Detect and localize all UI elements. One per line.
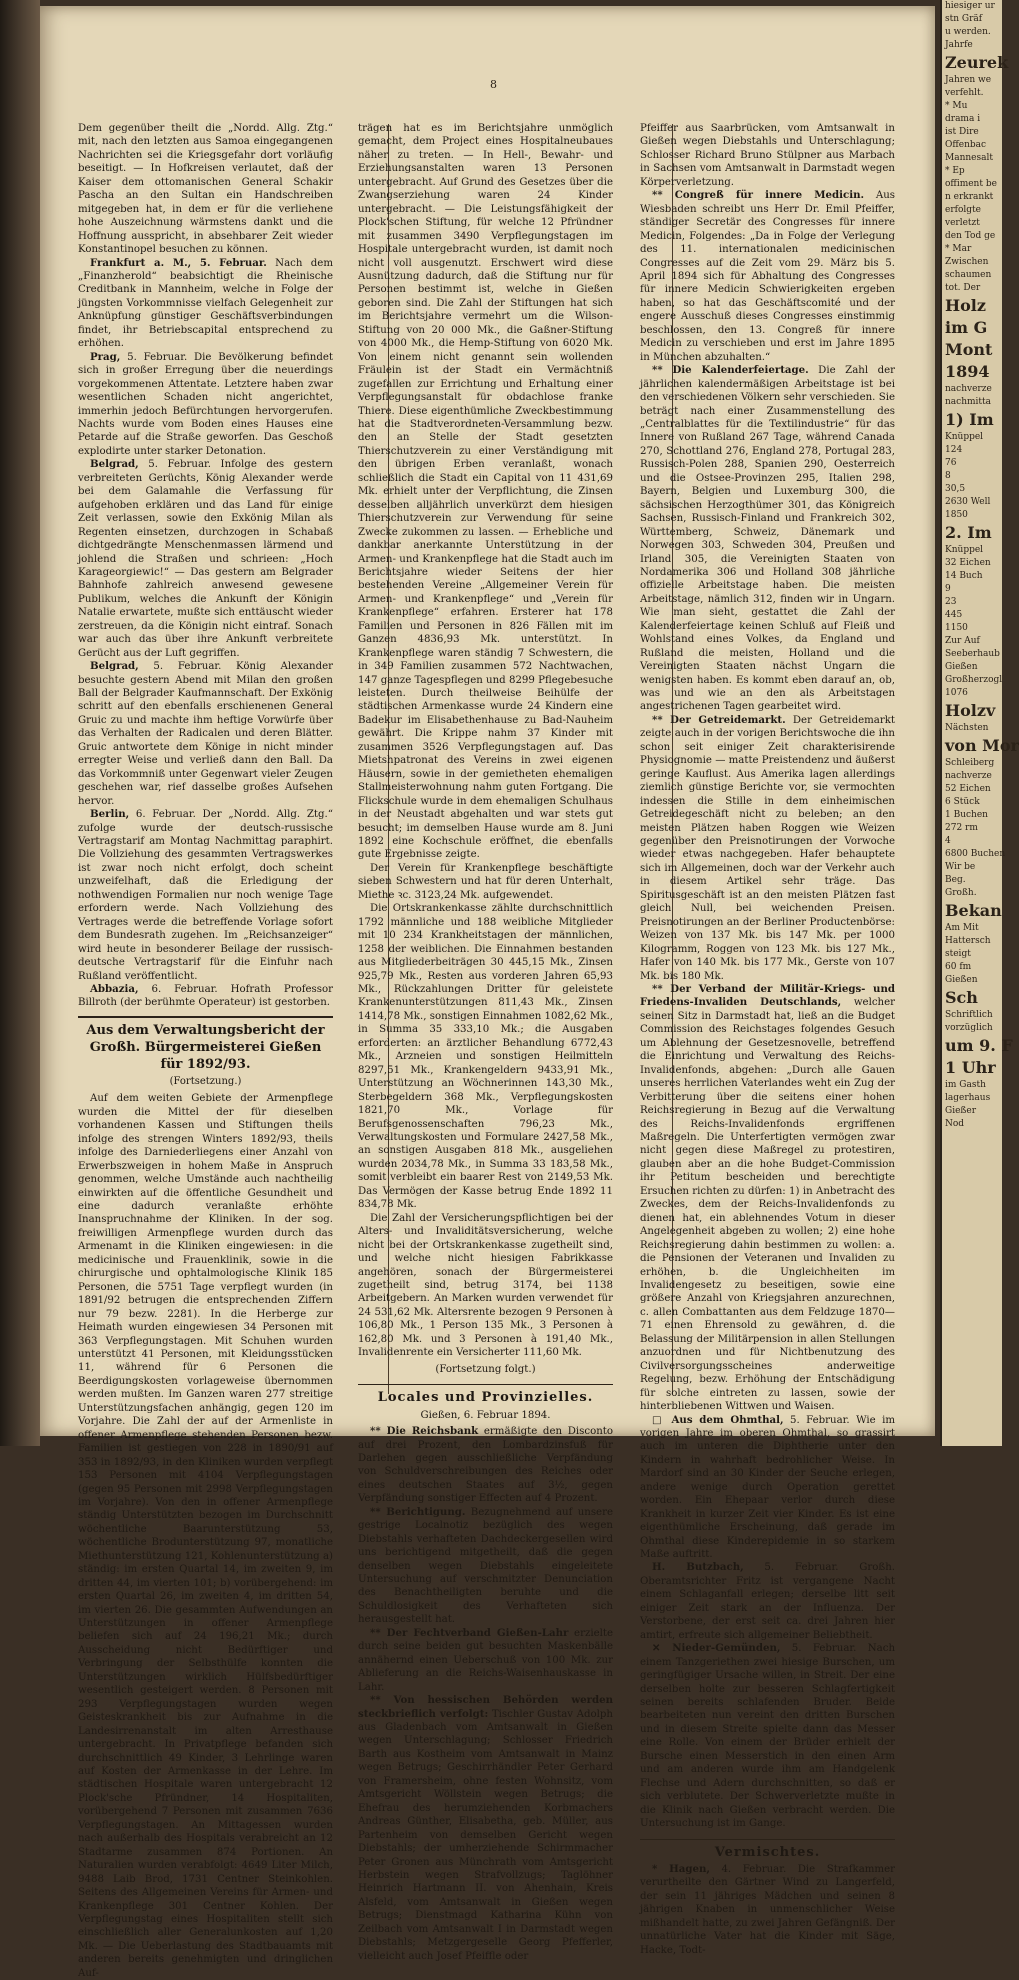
article-text: Aus Wiesbaden schreibt uns Herr Dr. Emil Pfeiffer, ständiger Secretär des Congresses für innere Medicin, Folgendes: „Da in Folge der Verlegung des 11. internationalen medicinischen Congresses auf die Zeit vom 29. März bis 5. April 1894 sich für Abhaltung des Congresses für innere Medicin Schwierigkeiten ergeben haben, so hat das Geschäftscomité und der engere Ausschuß dieses Congresses einstimmig beschlossen, den 13. Congreß für innere Medicin zu verschieben und erst im Jahre 1895 in München abzuhalten.“ — [640, 190, 895, 363]
adjacent-page-fragment: tot. Der — [945, 283, 981, 293]
article-paragraph — [358, 862, 613, 902]
article-paragraph — [640, 1414, 895, 1562]
adjacent-page-fragment: 445 — [945, 610, 963, 620]
adjacent-page-fragment: Nächsten — [945, 723, 989, 733]
adjacent-page-fragment: 30,5 — [945, 484, 966, 494]
adjacent-page-fragment: Am Mit — [945, 923, 979, 933]
adjacent-page-fragment: 23 — [945, 597, 957, 607]
article-text: Nach dem „Finanzherold“ beabsichtigt die Rheinische Creditbank in Mannheim, welche in Folge der jüngsten Vorkommnisse vielfach Gelegenheit zur Anknüpfung günstiger Geschäftsverbindungen findet, ihr Betriebscapital entsprechend zu erhöhen. — [78, 257, 333, 350]
article-text: ermäßigte den Disconto auf drei Prozent, den Lombardzinsfuß für Darlehen gegen ausschließliche Verpfändung von Schuldverschreibungen des Reiches oder eines deutschen Staates auf 3½, gegen Verpfändung sonstiger Effecten auf 4 Prozent. — [358, 1426, 614, 1505]
adjacent-page-fragment: 76 — [945, 458, 957, 468]
adjacent-page-fragment: Nod — [945, 1119, 965, 1129]
adjacent-page-fragment: Holzv — [945, 701, 996, 720]
adjacent-page-fragment: von Mor — [945, 736, 1019, 755]
article-text: Bezugnehmend auf unsere gestrige Localnotiz bezüglich des wegen Diebstahls verhafteten Dachdeckergesellen wird uns berichtigend mitgetheilt, daß die gegen denselben wegen Diebstahls eingeleitete Untersuchung auf verschmitzter Denunciation des Benachtheiligten beruhte und die Schuldlosigkeit des Verhafteten sich herausgestellt hat. — [358, 1506, 613, 1626]
article-text: 5. Februar. Wie im vorigen Jahre im oberen Ohmthal, so grassirt auch im unteren die Diphtherie unter den Kindern in wahrhaft bedrohlicher Weise. In Mardorf sind an 30 Kinder der Seuche erlegen, andere wenige durch Operation gerettet worden. Ein Ehepaar verlor durch diese Krankheit in kurzer Zeit vier Kinder. Es ist eine eigenthümliche Erscheinung, daß gerade im Ohmthal diese Kinderepidemie in so starkem Maße auftritt. — [640, 1414, 895, 1561]
adjacent-page-fragment: Zeurek — [945, 53, 1009, 72]
article-paragraph — [78, 983, 333, 1010]
adjacent-page-fragment: Mont — [945, 340, 993, 359]
article-lead: Frankfurt a. M., 5. Februar. — [90, 256, 267, 269]
article-text: 5. Februar. Infolge des gestern verbreiteten Gerüchts, König Alexander werde bei dem Galamahle die Verfassung für aufgehoben erklären und das Land für einige Zeit verlassen, sowie den Exkönig Milan als Regenten einsetzen, durchzogen in Schabaß dichtgedrängte Menschenmassen lärmend und johlend die Straßen und schrieen: „Hoch Karageorgiewic!“ — Das gestern am Belgrader Bahnhofe zahlreich anwesend gewesene Publikum, welches die Ankunft der Königin Natalie erwartete, mußte sich enttäuscht wieder zerstreuen, da die Königin nicht eintraf. Sonach war auch das über ihre Ankunft verbreitete Gerücht aus der Luft gegriffen. — [78, 459, 333, 659]
adjacent-page-fragment: 1850 — [945, 510, 968, 520]
article-text: Auf dem weiten Gebiete der Armenpflege wurden die Mittel der für dieselben vorhandenen Kassen und Stiftungen theils infolge des strengen Winters 1892/93, theils infolge des Darniederliegens einer Anzahl von Erwerbszweigen in hohem Maße in Anspruch genommen, welche Umstände auch nachtheilig einwirkten auf die öffentliche Gesundheit und eine dadurch veranlaßte erhöhte Inanspruchnahme der Kliniken. In der sog. freiwilligen Armenpflege wurden durch das Armenamt in die Kliniken eingewiesen: in die medicinische und Frauenklinik, sowie in die chirurgische und ophtalmologische Klinik 185 Personen, die 5751 Tage verpflegt wurden (in 1891/92 betrugen die entsprechenden Ziffern nur 79 bezw. 2281). In die Herberge zur Heimath wurden eingewiesen 34 Personen mit 363 Verpflegungstagen. Mit Schuhen wurden unterstützt 41 Personen, mit Kleidungsstücken 11, während für 6 Personen die Beerdigungskosten vorlageweise übernommen werden mußten. Im Ganzen waren 277 streitige Unterstützungsfachen anhängig, gegen 120 im Vorjahre. Die Zahl der auf der Armenliste in offener Armenpflege stehenden Personen bezw. Familien ist gestiegen von 228 in 1890/91 auf 353 in 1892/93, in den Kliniken wurden verpflegt 153 Personen mit 4104 Verpflegungstagen (gegen 95 Personen mit 2998 Verpflegungstagen im Vorjahre). Von den in offener Armenpflege ständig Unterstützten bezogen im Durchschnitt wöchentliche Baarunterstützung 53, wöchentliche Brodunterstützung 97, monatliche Miethunterstützung 121, Kohlenunterstützung a) ständig: im ersten Quartal 14, im zweiten 9, im dritten 44, im vierten 101; b) vorübergehend: im ersten Quartal 26, im zweiten 4, im dritten 54, im vierten 26. Die gesammten Aufwendungen an Unterstützungen in offener Armenpflege beliefen sich auf 24 196,21 Mk.; durch Ausscheidung nicht Bedürftiger und Verbringung der Selbsthülfe konnten die Unterstützungen wirklich Hülfsbedürftiger wesentlich gesteigert werden. 8 Personen mit 293 Verpflegungstagen wurden wegen Geisteskrankheit bis zur Aufnahme in die Landesirrenanstalt im alten Arresthause untergebracht. In Privatpflege befanden sich durchschnittlich 49 Kinder, 3 Lehrlinge waren auf Kosten der Armenkasse in der Lehre. Im städtischen Hospitale waren untergebracht 12 Plock'sche Pfründner, 14 Hospitaliten, vorübergehend 7 Personen mit zusammen 7636 Verpflegungstagen. An Mittagessen wurden nach außerhalb des Hospitals verabreicht an 12 Stadtarme zusammen 874 Portionen. An Naturalien wurden verabfolgt: 4649 Liter Milch, 9488 Laib Brod, 1731 Centner Steinkohlen. Seitens des Allgemeinen Vereins für Armen- und Krankenpflege 301 Centner Kohlen. Der Verpflegungstag eines Hospitaliten stellt sich einschließlich aller Generalunkosten auf 1,20 Mk. — Die Ueberlastung des Stadtbauamts mit anderen bereits genehmigten und dringlichen Auf- — [78, 1093, 334, 1979]
article-paragraph — [78, 808, 333, 983]
miscellany-heading: Vermischtes. — [640, 1839, 895, 1859]
article-lead: Prag, — [90, 350, 121, 363]
adjacent-page-fragment: 6 Stück — [945, 797, 980, 807]
adjacent-page-fragment: u werden. — [945, 27, 991, 37]
article-text: 6. Februar. Der „Nordd. Allg. Ztg.“ zufolge wurde der deutsch-russische Vertragstarif am Montag Nachmittag paraphirt. Die Vollziehung des gesammten Vertragswerkes ist zwar noch nicht erfolgt, doch scheint unzweifelhaft, daß die Erledigung der nothwendigen Formalien nur noch wenige Tage erfordern werde. Nach Vollziehung des Vertrages werde die betreffende Vorlage sofort dem Bundesrath zugehen. Im „Reichsanzeiger“ wird heute in besonderer Beilage der russisch-deutsche Vertragstarif für die Einfuhr nach Rußland veröffentlicht. — [78, 809, 333, 982]
article-paragraph — [78, 257, 333, 351]
adjacent-page-fragment: Knüppel — [945, 432, 984, 442]
adjacent-page-fragment: 1150 — [945, 623, 968, 633]
adjacent-page-fragment: n erkrankt — [945, 192, 994, 202]
article-text: Die Zahl der jährlichen kalendermäßigen Arbeitstage ist bei den verschiedenen Völkern sehr verschieden. Sie beträgt nach einer Zusammenstellung des „Centralblattes für die Textilindustrie“ für das Innere von Rußland 267 Tage, während Canada 270, Schottland 276, England 278, Portugal 283, Russisch-Polen 288, Spanien 290, Oesterreich und die Ostsee-Provinzen 295, Italien 298, Bayern, Belgien und Luxemburg 300, die sächsischen Herzogthümer 301, das Königreich Sachsen, Russisch-Finland und Frankreich 302, Württemberg, Schweiz, Dänemark und Norwegen 303, Schweden 304, Preußen und Irland 305, die Vereinigten Staaten von Nordamerika 306 und Holland 308 jährliche offizielle Arbeitstage haben. Die meisten Arbeitstage, nämlich 312, finden wir in Ungarn. Wie man sieht, gestattet die Zahl der Kalenderfeiertage keinen Schluß auf Fleiß und Wohlstand eines Volkes, da England und Rußland die meisten, Holland und die Vereinigten Staaten nächst Ungarn die wenigsten haben. Es kommt eben darauf an, ob, was und wie an den als Arbeitstagen angestrichenen Tagen gearbeitet wird. — [640, 365, 895, 713]
adjacent-page-fragment: 124 — [945, 445, 963, 455]
adjacent-page-fragment: nachmitta — [945, 397, 992, 407]
adjacent-page-fragment: Großherzogl — [945, 675, 1003, 685]
adjacent-page-fragment: Knüppel — [945, 545, 984, 555]
article-lead: ** Der Getreidemarkt. — [652, 713, 786, 726]
adjacent-page-fragment: Schleiberg — [945, 758, 995, 768]
article-paragraph — [358, 1212, 613, 1360]
adjacent-page-fragment: 32 Eichen — [945, 558, 991, 568]
adjacent-page-fragment: verletzt — [945, 218, 980, 228]
article-lead: ✕ Nieder-Gemünden, — [652, 1642, 781, 1655]
article-paragraph — [640, 983, 895, 1414]
article-lead: ** Congreß für innere Medicin. — [652, 189, 865, 202]
article-text: Dem gegenüber theilt die „Nordd. Allg. Ztg.“ mit, nach den letzten aus Samoa eingegangenen Nachrichten sei die Kriegsgefahr dort vorläufig beseitigt. — In Hofkreisen verlautet, daß der Kaiser dem ottomanischen General Schakir Pascha an den Sultan ein Handschreiben mitgegeben hat, in dem er für die verliehene hohe Auszeichnung wärmstens dankt und die Hoffnung ausspricht, in absehbarer Zeit wieder Konstantinopel besuchen zu können. — [78, 123, 333, 256]
adjacent-page-fragment: 2630 Well — [945, 497, 991, 507]
adjacent-page-fragment: stn Gräf — [945, 14, 983, 24]
adjacent-page-fragment: Zwischen — [945, 257, 989, 267]
article-paragraph — [640, 1642, 895, 1830]
adjacent-page-fragment: 272 rm — [945, 823, 978, 833]
adjacent-page-fragment: Zur Auf — [945, 636, 980, 646]
article-text: 5. Februar. Großh. Oberamtsrichter Fritz ist vergangene Nacht einem Schlaganfall erlegen; derselbe litt seit einiger Zeit stark an der Influenza. Der Verstorbene, der erst seit ca. drei Jahren hier amtirt, erfreute sich allgemeiner Beliebtheit. — [640, 1562, 896, 1641]
article-lead: ** Die Reichsbank — [370, 1425, 479, 1438]
adjacent-page-fragment: 52 Eichen — [945, 784, 991, 794]
article-paragraph — [640, 122, 895, 189]
adjacent-page-fragment: Holz — [945, 296, 986, 315]
adjacent-page-fragment: Hattersch — [945, 936, 991, 946]
adjacent-page-fragment: lagerhaus — [945, 1093, 991, 1103]
article-text: Tischler Gustav Adolph aus Gladenbach vom Amtsanwalt in Gießen wegen Unterschlagung; Schlosser Friedrich Barth aus Kostheim vom Amtsanwalt in Mainz wegen Betrugs; Geschirrhändler Peter Gerhard von Framersheim, ohne festen Wohnsitz, vom Amtsgericht Wöllstein wegen Betrugs; die Ehefrau des herumziehenden Korbmachers Andreas Günther, Elisabetha, geb. Müller, aus Partenheim von demselben Gericht wegen Diebstahls; der umherziehende Schirmmacher Peter Gronen aus Münchrath vom Amtsgericht Herbstein wegen Strafvollzugs; Taglöhner Heinrich Hartmann II. von Ahenhain, Kreis Alsfeld, vom Amtsanwalt in Gießen wegen Betrugs; Dienstmagd Katharina Kühn von Zeilbach vom Amtsanwalt I in Darmstadt wegen Diebstahls; Metzgergeselle Georg Pfefferler, vielleicht auch Josef Pfeiffle oder — [358, 1708, 613, 1962]
adjacent-page-fragment: offiment be — [945, 179, 997, 189]
adjacent-page-fragment: 6800 Buchen — [945, 849, 1006, 859]
adjacent-page-fragment: * Mar — [945, 244, 972, 254]
article-paragraph — [640, 364, 895, 714]
article-text: 4. Februar. Die Strafkammer verurtheilte den Gärtner Wind zu Langerfeld, der sein 11 jähriges Mädchen und seinen 8 jährigen Knaben in unmenschlicher Weise mißhandelt hatte, zu zwei Jahren Gefängniß. Der unnatürliche Vater hat die Kinder mit Säge, Hacke, Todt- — [640, 1864, 895, 1956]
adjacent-page-fragment: 1894 — [945, 362, 990, 381]
adjacent-page-fragment: im Gasth — [945, 1080, 986, 1090]
article-text: Pfeiffer aus Saarbrücken, vom Amtsanwalt in Gießen wegen Diebstahls und Unterschlagung; Schlosser Richard Bruno Stülpner aus Marbach in Sachsen vom Amtsanwalt in Darmstadt wegen Körperverletzung. — [640, 123, 895, 188]
adjacent-page-fragment: 1) Im — [945, 410, 994, 429]
adjacent-page-fragment: erfolgte — [945, 205, 981, 215]
adjacent-page-fragment: 1 Uhr — [945, 1058, 996, 1077]
adjacent-page-fragment: 60 fm — [945, 962, 972, 972]
adjacent-page-fragment: 9 — [945, 584, 951, 594]
adjacent-page-fragment: Beg. — [945, 875, 966, 885]
centered-line: Gießen, 6. Februar 1894. — [420, 1409, 551, 1421]
article-paragraph — [78, 351, 333, 459]
adjacent-page-fragment: hiesiger ur — [945, 1, 995, 11]
article-text: Die Zahl der Versicherungspflichtigen bei der Alters- und Invaliditätsversicherung, welche nicht bei der Ortskrankenkasse zugetheilt sind, und welche nicht hiesigen Fabrikkasse angehören, sonach der Bürgermeisterei zugetheilt sind, betrug 3174, bei 1138 Arbeitgebern. An Marken wurden verwendet für 24 531,62 Mk. Altersrente bezogen 9 Personen à 106,80 Mk., 1 Person 135 Mk., 3 Personen à 162,80 Mk. und 3 Personen à 191,40 Mk., Invalidenrente ein Versicherter 111,60 Mk. — [358, 1212, 613, 1359]
article-paragraph — [358, 1694, 613, 1963]
page-number: 8 — [490, 78, 497, 91]
adjacent-page-fragment: 1 Buchen — [945, 810, 988, 820]
article-text: Die Ortskrankenkasse zählte durchschnittlich 1792 männliche und 188 weibliche Mitglieder mit 10 234 Krankheitstagen der männlichen, 1258 der weiblichen. Die Einnahmen bestanden aus Mitgliederbeiträgen 30 445,15 Mk., Zinsen 925,79 Mk., Resten aus vorderen Jahren 65,93 Mk., Rückzahlungen Dritter für geleistete Krankenunterstützungen 811,43 Mk., Zinsen 1414,78 Mk., sonstigen Einnahmen 1082,62 Mk., in Summa 35 333,10 Mk.; die Ausgaben erforderten: an ärztlicher Behandlung 6772,43 Mk., Arzneien und sonstigen Heilmitteln 8297,51 Mk., Krankengeldern 9433,91 Mk., Unterstützung an Wöchnerinnen 143,30 Mk., Sterbegeldern 368 Mk., Verpflegungskosten 1821,70 Mk., Vorlage für Berufsgenossenschaften 796,23 Mk., Verwaltungskosten und Formulare 2427,58 Mk., an sonstigen Ausgaben 818 Mk., ausgeliehen wurden 2034,78 Mk., in Summa 33 183,58 Mk., somit verbleibt ein baarer Rest von 2149,53 Mk. Das Vermögen der Kasse betrug Ende 1892 11 834,78 Mk. — [358, 903, 613, 1211]
adjacent-page-fragment: verfehlt. — [945, 88, 984, 98]
adjacent-page-fragment: drama i — [945, 114, 981, 124]
article-paragraph — [358, 1627, 613, 1694]
locales-heading: Locales und Provinzielles. — [358, 1384, 613, 1404]
adjacent-page-fragment: Gießen — [945, 975, 978, 985]
adjacent-page-fragment: Jahren we — [945, 75, 992, 85]
adjacent-page-fragment: den Tod ge — [945, 231, 996, 241]
article-text: 5. Februar. Die Bevölkerung befindet sich in großer Erregung über die neuerdings vorgekommenen Attentate. Letztere haben zwar wesentlichen Schaden nicht angerichtet, immerhin jedoch Befürchtungen hervorgerufen. Nachts wurde vom Boden eines Hauses eine Petarde auf die Straße geworfen. Das Geschoß explodirte unter starker Detonation. — [78, 351, 333, 457]
article-lead: * Hagen, — [652, 1863, 710, 1875]
adjacent-page-fragment: * Ep — [945, 166, 965, 176]
adjacent-page-fragment: Großh. — [945, 888, 977, 898]
article-text: 6. Februar. Hofrath Professor Billroth (der berühmte Operateur) ist gestorben. — [78, 984, 333, 1009]
section-subtitle: (Fortsetzung.) — [169, 1075, 242, 1087]
article-lead: ** Der Verband der Militär-Kriegs- und Friedens-Invaliden Deutschlands, — [640, 983, 895, 1009]
adjacent-page-fragment: 14 Buch — [945, 571, 983, 581]
article-text: welcher seinen Sitz in Darmstadt hat, ließ an die Budget Commission des Reichstages folgendes Gesuch um Ablehnung der Gesetzesnovelle, betreffend die Einrichtung und Verwaltung des Reichs-Invalidenfonds, abgehen: „Durch alle Gauen unseres herrlichen Vaterlandes weht ein Zug der Verbitterung über die seitens einer hohen Reichsregierung in Bezug auf die Verwaltung des Reichs-Invalidenfonds ergriffenen Maßregeln. Die Unterfertigten vermögen zwar nicht gegen diese Maßregel zu protestiren, glauben aber an die hohe Budget-Commission ihr Petitum bescheiden und berechtigte Ersuchen richten zu dürfen: 1) in Anbetracht des Zweckes, dem der Reichs-Invalidenfonds zu dienen hat, ein ablehnendes Votum in dieser Angelegenheit abgeben zu wollen; 2) eine hohe Reichsregierung dahin bestimmen zu wollen: a. die Pensionen der Veteranen und Invaliden zu erhöhen, b. die Ungleichheiten im Invalidengesetz zu beseitigen, sowie eine größere Anzahl von Kriegsjahren anzurechnen, c. allen Combattanten aus dem Feldzuge 1870—71 einen Ehrensold zu gewähren, d. die Belassung der Militärpension in allen Stellungen anzuordnen und für Nichtbenutzung des Civilversorgungsscheines anderweitige Regelung, bezw. Erhöhung der Entschädigung für solche eintreten zu lassen, sowie der hinterbliebenen Wittwen und Waisen. — [640, 997, 895, 1413]
adjacent-page-fragment: Seeberhaub — [945, 649, 1000, 659]
article-lead: H. Butzbach, — [652, 1561, 744, 1574]
article-lead: ** Die Kalenderfeiertage. — [652, 364, 809, 377]
article-paragraph — [358, 122, 613, 862]
adjacent-page-fragment: Gießer — [945, 1106, 977, 1116]
adjacent-page-fragment: steigt — [945, 949, 971, 959]
article-paragraph — [640, 1863, 895, 1957]
article-text: Der Getreidemarkt zeigte auch in der vorigen Berichtswoche die ihn schon seit einiger Zeit charakterisirende Physiognomie — matte Preistendenz und äußerst geringe Kauflust. Aus Amerika lagen allerdings ziemlich günstige Berichte vor, sie vermochten indessen die Stille in dem einheimischen Getreidegeschäft nicht zu beleben; an den meisten Plätzen haben Roggen wie Weizen gegenüber den Preisnotirungen der Vorwoche wieder etwas nachgegeben. Hafer behauptete sich im Allgemeinen, doch war der Verkehr auch in diesem Artikel sehr träge. Das Spiritusgeschäft ist an den meisten Plätzen fast gleich Null, bei weichenden Preisen. Preisnotirungen an der Berliner Productenbörse: Weizen von 137 Mk. bis 147 Mk. per 1000 Kilogramm, Roggen von 123 Mk. bis 127 Mk., Hafer von 140 Mk. bis 177 Mk., Gerste von 107 Mk. bis 180 Mk. — [640, 714, 895, 982]
article-paragraph — [358, 902, 613, 1211]
adjacent-page-fragment: Gießen — [945, 662, 978, 672]
adjacent-page-fragment: 1076 — [945, 688, 968, 698]
adjacent-page-fragment: Jahrfe — [945, 40, 973, 50]
book-spine — [0, 0, 40, 1446]
adjacent-page-fragment: Schriftlich — [945, 1010, 993, 1020]
article-text: trägen hat es im Berichtsjahre unmöglich gemacht, dem Project eines Hospitalneubaues näher zu treten. — In Hell-, Bewahr- und Erziehungsanstalten waren 13 Personen untergebracht. Auf Grund des Gesetzes über die Zwangserziehung waren 24 Kinder untergebracht. — Die Leistungsfähigkeit der Plock'schen Stiftung, für welche 12 Pfründner mit zusammen 3490 Verpflegungstagen im Hospitale untergebracht wurden, ist damit noch nicht voll ausgenutzt. Erschwert wird diese Ausnützung dadurch, daß die Stiftung nur für Personen bestimmt ist, welche in Gießen geboren sind. Die Zahl der Stiftungen hat sich im Berichtsjahre vermehrt um die Wilson-Stiftung von 20 000 Mk., die Gaßner-Stiftung von 4000 Mk., die Hemp-Stiftung von 6020 Mk. Von einem nicht genannt sein wollenden Fräulein ist der Stadt ein Vermächtniß zugefallen zur Errichtung und Erhaltung einer Verpflegungsanstalt für obdachlose franke Thiere. Diese eigenthümliche Zweckbestimmung hat die Stadtverordneten-Versammlung bezw. den an Stelle der Stadt gesetzten Thierschutzverein zu einer Verständigung mit den übrigen Erben veranlaßt, wonach schließlich die Stadt ein Capital von 11 431,69 Mk. erhielt unter der Verpflichtung, die Zinsen desselben alljährlich unverkürzt dem hiesigen Thierschutzverein zur Verwendung für seine Zwecke zukommen zu lassen. — Erhebliche und dankbar anerkannte Unterstützung in der Armen- und Krankenpflege hat die Stadt auch im Berichtsjahre wieder Seitens der hier bestehenden Vereine „Allgemeiner Verein für Armen- und Krankenpflege“ und „Verein für Krankenpflege“ erfahren. Ersterer hat 178 Familien und Personen in 826 Fällen mit im Ganzen 4836,93 Mk. unterstützt. In Krankenpflege waren ständig 7 Schwestern, die in 349 Familien zusammen 572 Nachtwachen, 147 ganze Tagespflegen und 8299 Pflegebesuche leisteten. Durch theilweise Beihülfe der städtischen Armenkasse wurde 24 Kindern eine Badekur im Elisabethenhause zu Bad-Nauheim gewährt. Die Krippe nahm 37 Kinder mit zusammen 3526 Verpflegungstagen auf. Das Mietshpatronat des Vereins in zwei eigenen Häusern, sowie in der gemietheten ehemaligen Stallmeisterwohnung nahm guten Fortgang. Die Flickschule wurde in dem ehemaligen Schulhaus in der Neustadt abgehalten und war stets gut besucht; im demselben Hause wurde am 8. Juni 1892 eine Kochschule eröffnet, die ebenfalls gute Ergebnisse zeigte. — [358, 123, 613, 861]
article-paragraph — [640, 714, 895, 983]
article-paragraph — [78, 122, 333, 257]
article-lead: Belgrad, — [90, 660, 139, 673]
adjacent-page-fragment: Sch — [945, 988, 978, 1007]
article-paragraph — [358, 1425, 613, 1506]
adjacent-page-fragment: Bekan — [945, 901, 1002, 920]
article-text: erzielte durch seine beiden gut besuchten Maskenbälle annähernd einen Ueberschuß von 100 Mk. zur Ablieferung an die Reichs-Waisenhauskasse in Lahr. — [358, 1627, 613, 1693]
adjacent-page-strip — [940, 0, 1019, 1446]
adjacent-page-fragment: nachverze — [945, 384, 992, 394]
adjacent-page-fragment: um 9. F — [945, 1036, 1013, 1055]
adjacent-page-fragment: vorzüglich — [945, 1023, 993, 1033]
article-paragraph — [358, 1506, 613, 1627]
centered-line: (Fortsetzung folgt.) — [435, 1363, 536, 1375]
adjacent-page-fragment: Wir be — [945, 862, 976, 872]
adjacent-page-fragment: * Mu — [945, 101, 968, 111]
adjacent-page-fragment: ist Dire — [945, 127, 979, 137]
adjacent-page-fragment: 2. Im — [945, 523, 992, 542]
article-lead: □ Aus dem Ohmthal, — [652, 1413, 784, 1426]
adjacent-page-fragment: schaumen — [945, 270, 992, 280]
article-lead: ** Berichtigung. — [370, 1505, 466, 1518]
article-lead: ** Der Fechtverband Gießen-Lahr — [370, 1626, 569, 1639]
adjacent-page-fragment: Offenbac — [945, 140, 987, 150]
article-paragraph — [78, 1092, 333, 1980]
adjacent-page-fragment: im G — [945, 318, 988, 337]
article-paragraph — [640, 189, 895, 364]
article-lead: ** Von hessischen Behörden werden steckbrieflich verfolgt: — [358, 1694, 613, 1720]
article-lead: Abbazia, — [90, 983, 139, 995]
article-lead: Berlin, — [90, 808, 130, 821]
article-paragraph — [78, 660, 333, 808]
column-2 — [358, 122, 614, 1962]
adjacent-page-fragment: 8 — [945, 471, 951, 481]
article-paragraph — [78, 458, 333, 660]
adjacent-page-fragment: nachverze — [945, 771, 992, 781]
adjacent-page-fragment: 4 — [945, 836, 951, 846]
article-text: 5. Februar. König Alexander besuchte gestern Abend mit Milan den großen Ball der Belgrader Kaufmannschaft. Der Exkönig schritt auf den ebenfalls erschienenen General Gruic zu und machte ihm heftige Vorwürfe über das Verhalten der Radicalen und deren Blätter. Gruic antwortete dem Könige in nicht minder erregter Weise und verließ dann den Ball. Da das Vorkommniß unter Gegenwart vieler Zeugen geschehen war, rief dasselbe großes Aufsehen hervor. — [78, 661, 333, 807]
adjacent-page-fragment: Mannesalt — [945, 153, 993, 163]
section-title: Aus dem Verwaltungsbericht der Großh. Bürgermeisterei Gießen für 1892/93. — [78, 1016, 333, 1073]
column-3 — [640, 122, 896, 1956]
column-1 — [78, 122, 334, 1979]
article-paragraph — [640, 1561, 895, 1642]
article-text: 5. Februar. Nach einem Tanzgeriethen zwei hiesige Burschen, um geringfügiger Ursache willen, in Streit. Der eine derselben holte zur besseren Schlagfertigkeit seinen bereits schlafenden Bruder. Beide bearbeiteten nun vereint den dritten Burschen und in diesem Streite spielte dann das Messer eine Rolle. Von einem der Brüder erhielt der Bursche einen Messerstich in den einen Arm und am anderen wurde ihm am Handgelenk Flechse und Adern durchschnitten, so daß er sich verblutete. Der Schwerverletzte mußte in die Klinik nach Gießen verbracht werden. Die Untersuchung ist im Gange. — [640, 1643, 896, 1830]
article-lead: Belgrad, — [90, 458, 139, 471]
article-text: Der Verein für Krankenpflege beschäftigte sieben Schwestern und hat für deren Unterhalt, Miethe ꝛc. 3123,24 Mk. aufgewendet. — [358, 862, 613, 901]
